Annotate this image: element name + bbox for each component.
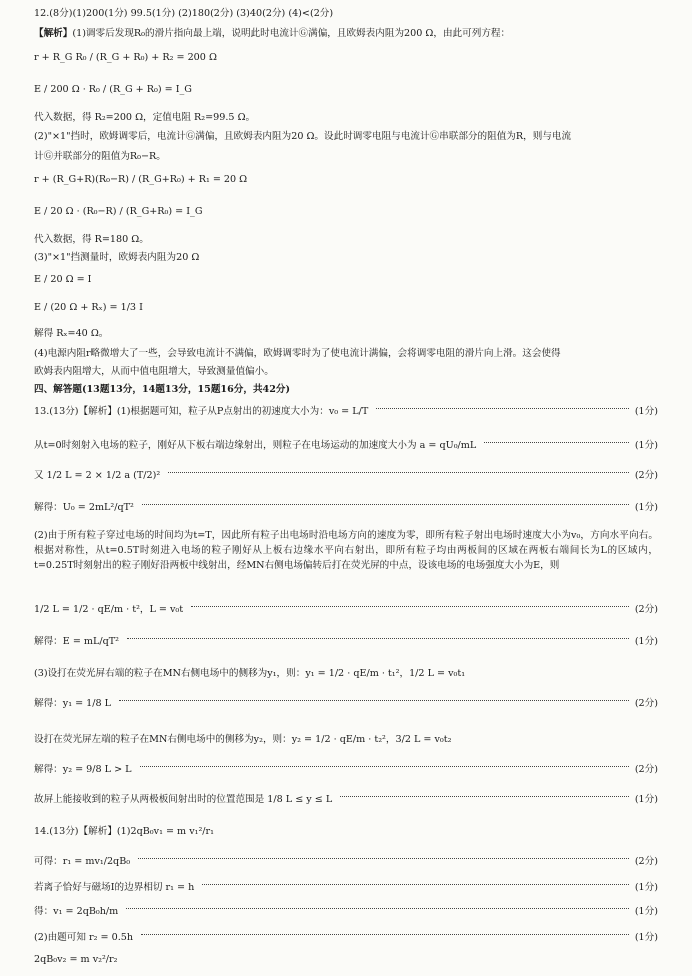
q13-row-7: 解得：E = mL/qT² (1分) (34, 636, 658, 647)
q12-equation-3: r + (R_G+R)(R₀−R) / (R_G+R₀) + R₁ = 20 Ω (34, 174, 248, 185)
q13-row-12: 故屏上能接收到的粒子从两极板间射出时的位置范围是 1/8 L ≤ y ≤ L (1分) (34, 794, 658, 805)
q13-row-3: 又 1/2 L = 2 × 1/2 a (T/2)² (2分) (34, 470, 658, 481)
q12-equation-6: E / (20 Ω + Rₓ) = 1/3 I (34, 302, 143, 313)
q13-row-6: 1/2 L = 1/2 · qE/m · t²，L = v₀t (2分) (34, 604, 658, 615)
q13-row-1: 13.(13分)【解析】(1)根据题可知，粒子从P点射出的初速度大小为：v₀ = L/T (1分) (34, 406, 658, 417)
q12-answer-line: 12.(8分)(1)200(1分) 99.5(1分) (2)180(2分) (3)40(2分) (4)<(2分) (34, 8, 334, 19)
q13-row-8: (3)设打在荧光屏右端的粒子在MN右侧电场中的侧移为y₁，则：y₁ = 1/2 · qE/m · t₁²，1/2 L = v₀t₁ (34, 668, 466, 679)
q14-row-5: (2)由题可知 r₂ = 0.5h (1分) (34, 932, 658, 943)
q12-part2-line2: 计Ⓖ并联部分的阻值为R₀−R。 (34, 151, 166, 162)
q13-row-10: 设打在荧光屏左端的粒子在MN右侧电场中的侧移为y₂，则：y₂ = 1/2 · qE/m · t₂²，3/2 L = v₀t₂ (34, 734, 452, 745)
q12-equation-4: E / 20 Ω · (R₀−R) / (R_G+R₀) = I_G (34, 206, 203, 217)
q12-part4-line1: (4)电源内阻r略微增大了一些，会导致电流计不满偏，欧姆调零时为了使电流计满偏，会将调零电阻的滑片向上滑。这会使得 (34, 348, 561, 359)
q14-row-3: 若离子恰好与磁场Ⅰ的边界相切 r₁ = h (1分) (34, 882, 658, 893)
q13-row-9: 解得：y₁ = 1/8 L (2分) (34, 698, 658, 709)
section-heading: 四、解答题(13题13分，14题13分，15题16分，共42分) (34, 384, 291, 395)
q12-result-3: 解得 Rₓ=40 Ω。 (34, 328, 109, 339)
q12-equation-1: r + R_G R₀ / (R_G + R₀) + R₂ = 200 Ω (34, 52, 217, 63)
q12-result-2: 代入数据，得 R=180 Ω。 (34, 234, 149, 245)
q12-part3-line: (3)"×1"挡测量时，欧姆表内阻为20 Ω (34, 252, 200, 263)
q12-part2-line1: (2)"×1"挡时，欧姆调零后，电流计Ⓖ满偏，且欧姆表内阻为20 Ω。设此时调零电阻与电流计Ⓖ串联部分的阻值为R，则与电流 (34, 131, 572, 142)
q13-row-4: 解得：U₀ = 2mL²/qT² (1分) (34, 502, 658, 513)
q14-row-2: 可得：r₁ = mv₁/2qB₀ (2分) (34, 856, 658, 867)
q13-row-11: 解得：y₂ = 9/8 L > L (2分) (34, 764, 658, 775)
q12-part4-line2: 欧姆表内阻增大，从而中值电阻增大，导致测量值偏小。 (34, 366, 274, 377)
q14-row-4: 得：v₁ = 2qB₀h/m (1分) (34, 906, 658, 917)
q14-row-1: 14.(13分)【解析】(1)2qB₀v₁ = m v₁²/r₁ (34, 826, 214, 837)
q12-equation-2: E / 200 Ω · R₀ / (R_G + R₀) = I_G (34, 84, 192, 95)
q12-equation-5: E / 20 Ω = I (34, 274, 92, 285)
q14-row-6: 2qB₀v₂ = m v₂²/r₂ (34, 954, 118, 965)
q12-result-1: 代入数据，得 R₂=200 Ω，定值电阻 R₂=99.5 Ω。 (34, 112, 256, 123)
q13-row-2: 从t=0时刻射入电场的粒子，刚好从下板右端边缘射出，则粒子在电场运动的加速度大小为 a = qU₀/mL (1分) (34, 440, 658, 451)
q12-analysis-intro: 【解析】(1)调零后发现R₀的滑片指向最上端，说明此时电流计Ⓖ满偏，且欧姆表内阻为200 Ω，由此可列方程： (34, 28, 511, 39)
q13-part2-paragraph: (2)由于所有粒子穿过电场的时间均为t=T，因此所有粒子出电场时沿电场方向的速度为零，即所有粒子射出电场时速度大小为v₀，方向水平向右。根据对称性，从t=0.5T时刻进入电场的粒子刚好从上板右边缘水平向右射出，即所有粒子均由两板间的区域在两板右端间长为L的区域内，t=0.25T时刻射出的粒子刚好沿两板中线射出，经MN右侧电场偏转后打在荧光屏的中点，设该电场的电场强度大小为E，则 (34, 530, 658, 571)
